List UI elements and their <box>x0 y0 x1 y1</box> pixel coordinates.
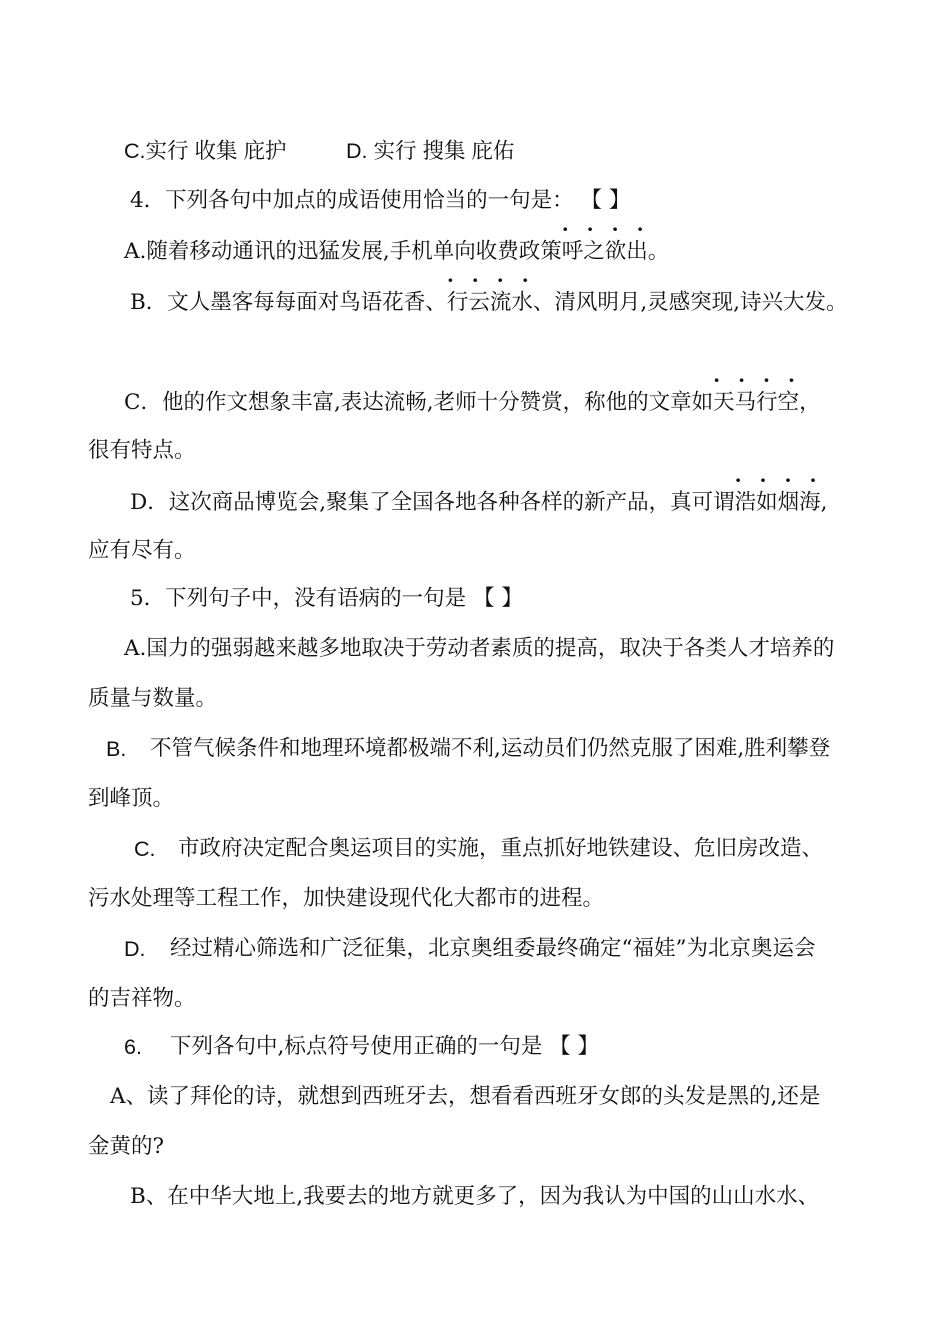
q4-option-d-cont-text: 应有尽有。 <box>88 538 196 563</box>
q5-option-b-label: B. <box>106 737 127 761</box>
q5-option-b-text: 不管气候条件和地理环境都极端不利,运动员们仍然克服了困难,胜利攀登 <box>150 736 831 761</box>
q4-option-d-post: , <box>820 490 828 515</box>
q4-option-c <box>124 388 821 418</box>
q6-option-a-cont-text: 金黄的? <box>88 1134 165 1159</box>
question-5-text: 5．下列句子中，没有语病的一句是 【 】 <box>130 586 523 611</box>
question-6-number: 6. <box>124 1035 142 1059</box>
q4-option-a <box>124 237 669 267</box>
q5-option-d-cont-text: 的吉祥物。 <box>88 986 196 1011</box>
q6-option-a <box>110 1082 820 1112</box>
q5-option-b <box>106 734 126 765</box>
q6-option-a-cont <box>88 1132 164 1162</box>
q5-option-a <box>124 634 834 664</box>
q4-option-c-cont <box>88 436 196 466</box>
q5-option-b-cont-text: 到峰顶。 <box>88 786 175 811</box>
q4-option-d-cont <box>88 536 196 566</box>
q4-option-b-idiom: · · · · 行云流水 <box>447 288 533 318</box>
q4-option-c-idiom: · · · · 天马行空 <box>713 388 799 418</box>
q4-option-a-idiom: · · · · 呼之欲出 <box>562 237 648 267</box>
question-4 <box>130 186 630 216</box>
question-6-text: 下列各句中,标点符号使用正确的一句是 【 】 <box>170 1034 600 1059</box>
q5-option-b-cont <box>88 784 174 814</box>
q6-option-a-text: A、读了拜伦的诗，就想到西班牙去，想看看西班牙女郎的头发是黑的,还是 <box>110 1084 821 1109</box>
question-5 <box>130 584 523 614</box>
q5-option-c <box>134 834 156 865</box>
q4-option-b-post: 、清风明月,灵感突现,诗兴大发。 <box>532 290 848 315</box>
q4-option-b <box>130 288 848 318</box>
q4-option-c-post: ， <box>799 390 821 415</box>
q4-option-d-pre: D．这次商品博览会,聚集了全国各地各种各样的新产品，真可谓 <box>130 490 735 515</box>
q5-option-c-cont <box>88 884 604 914</box>
q4-option-d <box>130 488 827 518</box>
q4-option-c-cont-text: 很有特点。 <box>88 438 196 463</box>
q5-option-d <box>124 934 146 965</box>
option-d-q3-text: D. 实行 搜集 庇佑 <box>346 139 515 163</box>
q4-option-c-pre: C．他的作文想象丰富,表达流畅,老师十分赞赏，称他的文章如 <box>124 390 714 415</box>
q5-option-a-cont <box>88 684 217 714</box>
q5-option-b-body <box>150 734 830 764</box>
question-6 <box>124 1032 142 1063</box>
q5-option-c-label: C. <box>134 837 156 861</box>
q5-option-d-label: D. <box>124 937 146 961</box>
option-c-q3-text: C.实行 收集 庇护 <box>124 139 287 163</box>
q5-option-d-text: 经过精心筛选和广泛征集，北京奥组委最终确定“福娃”为北京奥运会 <box>170 936 816 961</box>
question-6-body <box>170 1032 599 1062</box>
q4-option-a-post: 。 <box>647 239 670 264</box>
q6-option-b-text: B、在中华大地上,我要去的地方就更多了，因为我认为中国的山山水水、 <box>130 1184 820 1209</box>
q5-option-c-text: 市政府决定配合奥运项目的实施，重点抓好地铁建设、危旧房改造、 <box>178 836 824 861</box>
q4-option-b-pre: B．文人墨客每每面对鸟语花香、 <box>130 290 447 315</box>
q6-option-b <box>130 1182 819 1212</box>
q5-option-a-cont-text: 质量与数量。 <box>88 686 218 711</box>
option-d-q3 <box>346 136 514 167</box>
q5-option-a-text: A.国力的强弱越来越多地取决于劳动者素质的提高，取决于各类人才培养的 <box>124 636 835 661</box>
q5-option-c-cont-text: 污水处理等工程工作，加快建设现代化大都市的进程。 <box>88 886 605 911</box>
q4-option-d-idiom: · · · · 浩如烟海 <box>735 488 821 518</box>
q4-option-a-pre: A.随着移动通讯的迅猛发展,手机单向收费政策 <box>124 239 562 264</box>
q5-option-d-cont <box>88 984 196 1014</box>
question-4-text: 4．下列各句中加点的成语使用恰当的一句是： 【 】 <box>130 188 631 213</box>
q5-option-c-body <box>178 834 823 864</box>
q5-option-d-body <box>170 934 816 964</box>
option-c-q3 <box>124 136 286 167</box>
